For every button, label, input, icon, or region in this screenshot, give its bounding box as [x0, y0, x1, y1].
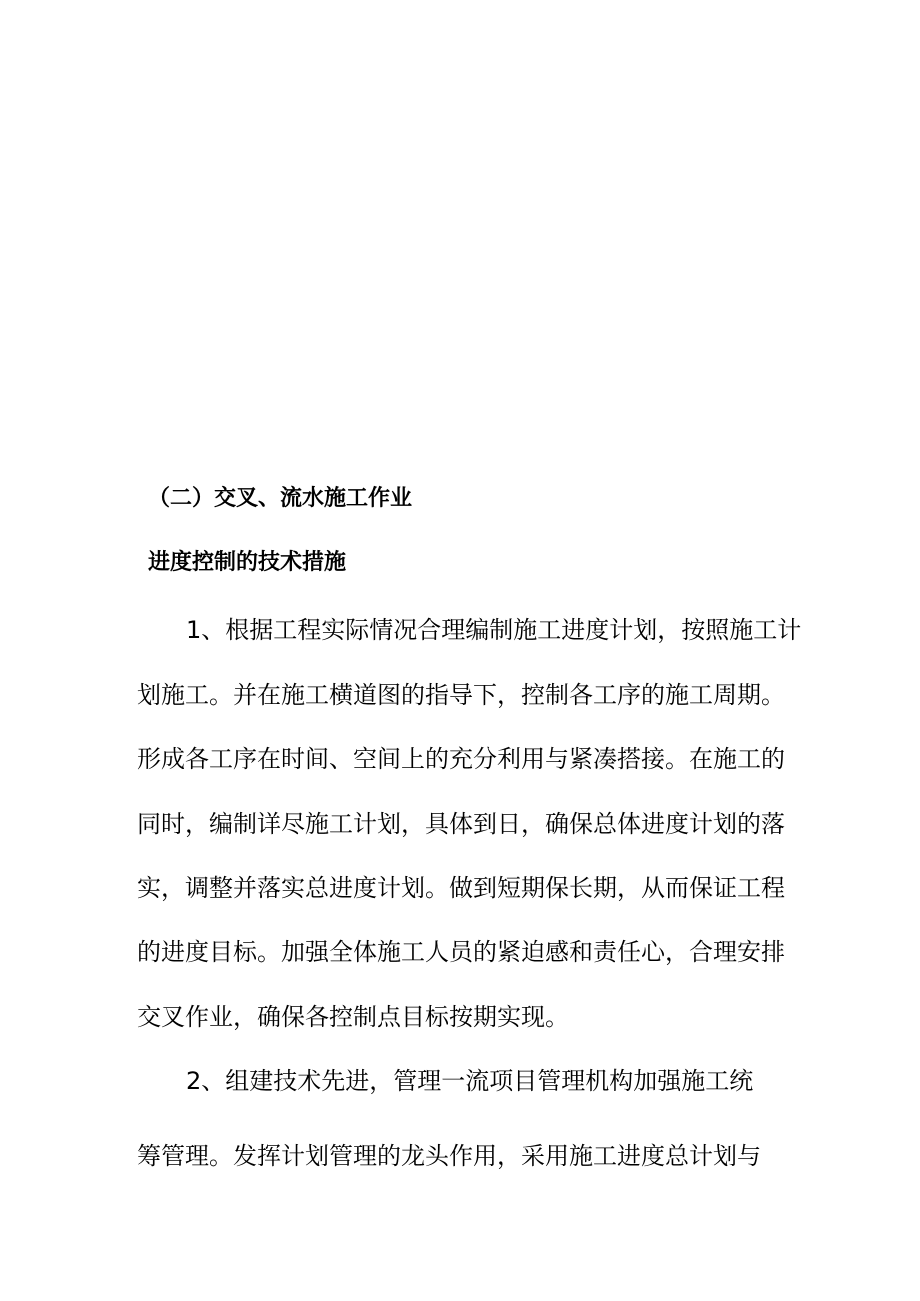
paragraph-1-line-6: 的进度目标。加强全体施工人员的紧迫感和责任心，合理安排 [137, 938, 785, 966]
paragraph-1-line-3: 形成各工序在时间、空间上的充分利用与紧凑搭接。在施工的 [137, 745, 785, 773]
subheading: 进度控制的技术措施 [148, 550, 347, 575]
paragraph-1-line-4: 同时，编制详尽施工计划，具体到日，确保总体进度计划的落 [137, 810, 785, 838]
paragraph-2-line-1: 2、组建技术先进，管理一流项目管理机构加强施工统 [186, 1067, 754, 1095]
paragraph-1-line-5: 实，调整并落实总进度计划。做到短期保长期，从而保证工程 [137, 874, 785, 902]
paragraph-1-line-1: 1、根据工程实际情况合理编制施工进度计划，按照施工计 [186, 616, 802, 644]
section-heading: （二）交叉、流水施工作业 [148, 486, 413, 511]
paragraph-1-line-7: 交叉作业，确保各控制点目标按期实现。 [137, 1003, 569, 1031]
paragraph-1-line-2: 划施工。并在施工横道图的指导下，控制各工序的施工周期。 [137, 681, 785, 709]
paragraph-2-line-2: 筹管理。发挥计划管理的龙头作用，采用施工进度总计划与 [137, 1142, 761, 1170]
